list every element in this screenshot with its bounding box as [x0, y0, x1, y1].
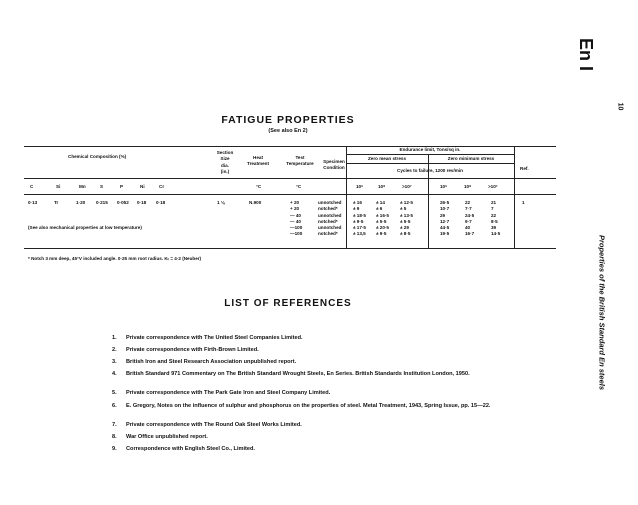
temperature-cell: —100 [290, 225, 303, 231]
reference-text: British Standard 971 Commentary on The British Standard Wrought Steels, En Series. British Standards Institution London, 1950. [126, 371, 470, 377]
stress-cell: 22 [465, 200, 471, 205]
temperature-cell: — 40 [290, 218, 301, 224]
reference-text: British Iron and Steel Research Association unpublished report. [126, 359, 297, 365]
stress-cell: ± 9 [353, 206, 360, 212]
stress-cell: ± 17·5 [353, 225, 366, 231]
section-header: Section Size dia. (in.) [216, 150, 234, 174]
zmin-gt-column [491, 200, 500, 238]
temperature-cell: + 20 [290, 206, 300, 212]
reference-text: Correspondence with English Steel Co., Limited. [126, 446, 255, 452]
reference-text: War Office unpublished report. [126, 434, 208, 440]
page-title: FATIGUE PROPERTIES [221, 114, 355, 126]
stress-cell: 7·7 [465, 206, 472, 212]
condition-cell: unnotched [318, 200, 342, 205]
ref-value: 1 [522, 200, 525, 205]
reference-text: Private correspondence with The United Steel Companies Limited. [126, 335, 303, 341]
stress-cell: 44·5 [440, 225, 450, 231]
ref-left-rule [514, 146, 515, 248]
page-subtitle: (See also En 2) [268, 128, 308, 134]
stress-cell: ± 18·5 [353, 212, 366, 218]
stress-cell: ± 16·5 [376, 212, 389, 218]
condition-cell: unnotched [318, 212, 342, 218]
stress-cell: ± 29 [400, 225, 409, 231]
element-label: Mn [79, 184, 86, 189]
reference-number: 4. [112, 371, 117, 377]
temperature-cell: — 40 [290, 212, 301, 218]
stress-cell: 26·5 [440, 200, 450, 205]
stress-cell: ± 13·5 [400, 212, 413, 218]
condition-cell: notched* [318, 206, 338, 212]
footnote: * Notch 3 mm deep, 45°V included angle. 0·25 mm root radius. Kₜ = 4·2 (Neuber) [28, 256, 202, 261]
comp-value: 1·20 [76, 200, 86, 205]
cycles-label: 10⁸ [464, 184, 472, 189]
references-title: LIST OF REFERENCES [224, 298, 352, 309]
zmin-1e6-column [440, 200, 449, 238]
comp-value: 0·052 [117, 200, 129, 205]
zm-1e6-column [353, 200, 366, 238]
condition-cell: notched* [318, 231, 338, 237]
stress-cell: 14·5 [491, 231, 501, 237]
ref-header: Ref. [520, 166, 529, 171]
stress-cell: 8·5 [491, 218, 498, 224]
heat-header: Heat Treatment [247, 155, 269, 167]
temperature-cell: + 20 [290, 200, 300, 205]
comp-value: 0·18 [156, 200, 166, 205]
reference-number: 6. [112, 403, 117, 409]
section-size-value: 1 ⅛ [217, 200, 225, 205]
reference-text: Private correspondence with The Round Oak Steel Works Limited. [126, 422, 302, 428]
stress-cell: 9·7 [465, 218, 472, 224]
element-label: Si [56, 184, 61, 189]
cycles-label: >10⁷ [402, 184, 412, 189]
body-rule [24, 194, 556, 195]
element-label: S [100, 184, 104, 189]
degree-unit: °C [256, 184, 262, 189]
stress-cell: 39 [491, 225, 497, 231]
condition-cell: unnotched [318, 225, 342, 231]
cycles-label: >10⁷ [488, 184, 498, 189]
endurance-header: Endurance limit, Tons/sq in. [399, 147, 461, 152]
stress-cell: ± 12·5 [400, 200, 413, 205]
reference-text: Private correspondence with The Park Gate Iron and Steel Company Limited. [126, 390, 331, 396]
zmin-1e8-column [465, 200, 474, 238]
degree-unit: °C [296, 184, 302, 189]
chemical-header: Chemical Composition (%) [68, 154, 127, 159]
element-label: Cr [159, 184, 165, 189]
zero-mean-header: Zero mean stress [367, 155, 407, 161]
comp-value: 0·13 [28, 200, 38, 205]
stress-cell: 22 [491, 212, 497, 218]
reference-number: 5. [112, 390, 117, 396]
stress-cell: 10·7 [440, 206, 450, 212]
cycles-label: 10⁶ [440, 184, 448, 189]
stress-rule [346, 163, 514, 164]
page-number: 10 [616, 102, 624, 111]
stress-cell: ± 6 [376, 206, 383, 212]
stress-cell: ± 14 [376, 200, 385, 205]
stress-cell: ± 5·5 [376, 218, 387, 224]
stress-cell: ± 8·5 [400, 231, 411, 237]
reference-number: 3. [112, 359, 117, 365]
comp-value: 0·18 [137, 200, 147, 205]
steel-code-heading: En I [575, 37, 596, 72]
stress-cell: 19·5 [440, 231, 450, 237]
stress-cell: 12·7 [440, 218, 450, 224]
reference-number: 7. [112, 422, 117, 428]
zm-gt-column [400, 200, 413, 238]
table-bottom-rule [24, 248, 556, 249]
reference-text: E. Gregory, Notes on the influence of sulphur and phosphorus on the properties of steel. Metal Treatment, 1943, Spring Issue, pp. 15—22. [126, 403, 491, 409]
reference-number: 1. [112, 335, 117, 341]
condition-column [318, 200, 341, 238]
cycles-header: Cycles to failure, 1200 rev/min [397, 168, 463, 173]
reference-number: 2. [112, 347, 117, 353]
stress-cell: 7 [491, 206, 494, 212]
stress-cell: ± 5 [400, 206, 407, 212]
stress-cell: 29 [440, 212, 446, 218]
stress-cell: 40 [465, 225, 471, 231]
stress-cell: ± 20·5 [376, 225, 389, 231]
stress-cell: ± 16 [353, 200, 362, 205]
reference-text: Private correspondence with Firth-Brown Limited. [126, 347, 259, 353]
specimen-header: Specimen Condition [323, 159, 345, 171]
comp-value: Tr [54, 200, 59, 205]
condition-cell: notched* [318, 218, 338, 224]
zm-1e8-column [376, 200, 389, 238]
element-label: C [30, 184, 34, 189]
element-label: P [120, 184, 124, 189]
element-label: Ni [140, 184, 145, 189]
reference-number: 8. [112, 434, 117, 440]
test-temp-header: Test Temperature [286, 155, 314, 167]
comp-value: 0·215 [96, 200, 108, 205]
temperature-column [290, 200, 302, 238]
stress-cell: 16·7 [465, 231, 475, 237]
cycles-label: 10⁶ [356, 184, 364, 189]
stress-cell: 21 [491, 200, 497, 205]
stress-cell: ± 13,5 [353, 231, 366, 237]
reference-number: 9. [112, 446, 117, 452]
stress-cell: 24·5 [465, 212, 475, 218]
header-rule [24, 178, 556, 179]
stress-cell: ± 5·5 [400, 218, 411, 224]
heat-treatment-value: N.900 [249, 200, 262, 205]
mech-note: (See also mechanical properties at low temperature) [28, 225, 142, 230]
stress-cell: ± 9·5 [353, 218, 364, 224]
stress-cell: ± 9·5 [376, 231, 387, 237]
running-title: Properties of the British Standard En steels [597, 234, 607, 391]
zero-min-header: Zero minimum stress [447, 155, 495, 161]
cycles-label: 10⁸ [378, 184, 386, 189]
temperature-cell: —100 [290, 231, 303, 237]
